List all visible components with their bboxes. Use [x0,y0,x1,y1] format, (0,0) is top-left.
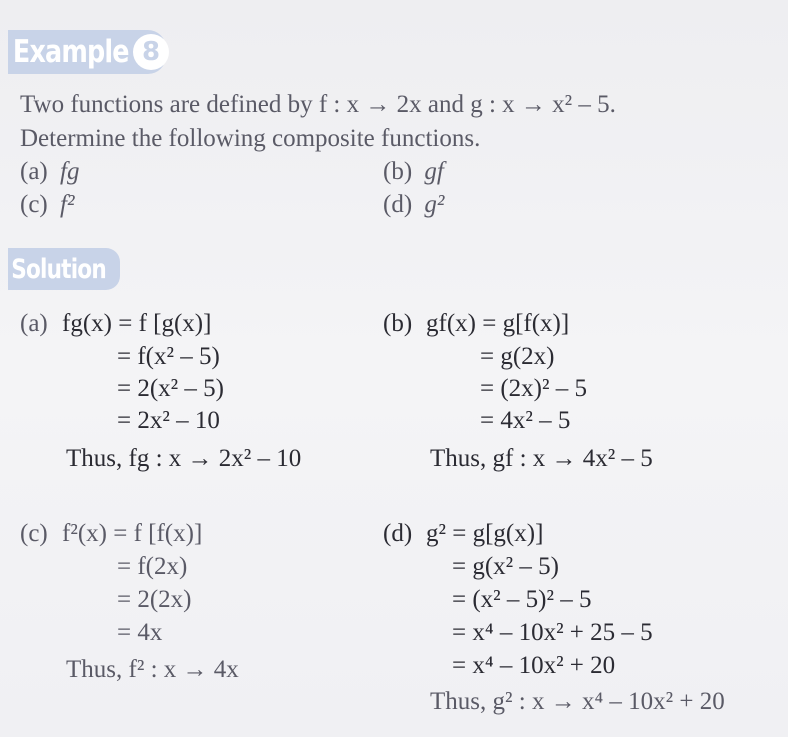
solution-c-conclusion: Thus, f² : x → 4x [66,656,239,683]
solution-d-line-5: = x⁴ – 10x² + 20 [452,652,616,679]
part-label: (c) [20,191,48,218]
part-expr: gf [424,158,444,185]
part-label: (d) [383,191,413,218]
example-heading [8,30,166,74]
solution-b-label: (b) [383,310,413,337]
solution-a-conclusion: Thus, fg : x → 2x² – 10 [66,445,302,472]
part-label: (a) [20,158,48,185]
solution-b-line-4: = 4x² – 5 [480,407,571,434]
part-expr: g² [424,191,445,218]
solution-a-line-3: = 2(x² – 5) [117,375,224,402]
solution-d-line-1: g² = g[g(x)] [426,520,544,547]
solution-c-line-4: = 4x [117,619,163,646]
solution-c-line-2: = f(2x) [117,553,188,580]
example-label: Example [12,34,129,70]
solution-a-line-1: fg(x) = f [g(x)] [62,310,212,337]
question-part-b [383,157,444,187]
solution-a-line-2: = f(x² – 5) [117,343,220,370]
solution-d-line-4: = x⁴ – 10x² + 25 – 5 [452,619,653,646]
solution-d-label: (d) [383,520,413,547]
solution-c-line-3: = 2(2x) [117,586,192,613]
solution-label: Solution [11,253,106,285]
question-part-a [20,157,79,187]
solution-a-line-4: = 2x² – 10 [117,407,220,434]
solution-heading [8,248,120,290]
solution-c-label: (c) [20,520,48,547]
part-label: (b) [383,158,413,185]
part-expr: fg [60,158,80,185]
solution-b-line-2: = g(2x) [480,343,555,370]
question-part-c [20,190,74,220]
solution-d-conclusion: Thus, g² : x → x⁴ – 10x² + 20 [430,688,725,715]
solution-c-line-1: f²(x) = f [f(x)] [62,520,203,547]
question-line-1: Two functions are defined by f : x → 2x and g : x → x² – 5. [20,91,616,118]
solution-a-label: (a) [20,310,48,337]
solution-d-line-2: = g(x² – 5) [452,553,559,580]
question-line-2: Determine the following composite functions. [20,125,481,152]
example-number-badge: 8 [133,34,169,70]
solution-d-line-3: = (x² – 5)² – 5 [452,586,592,613]
solution-b-conclusion: Thus, gf : x → 4x² – 5 [430,445,653,472]
question-part-d [383,190,444,220]
part-expr: f² [60,191,75,218]
solution-b-line-1: gf(x) = g[f(x)] [426,310,570,337]
solution-b-line-3: = (2x)² – 5 [480,375,587,402]
